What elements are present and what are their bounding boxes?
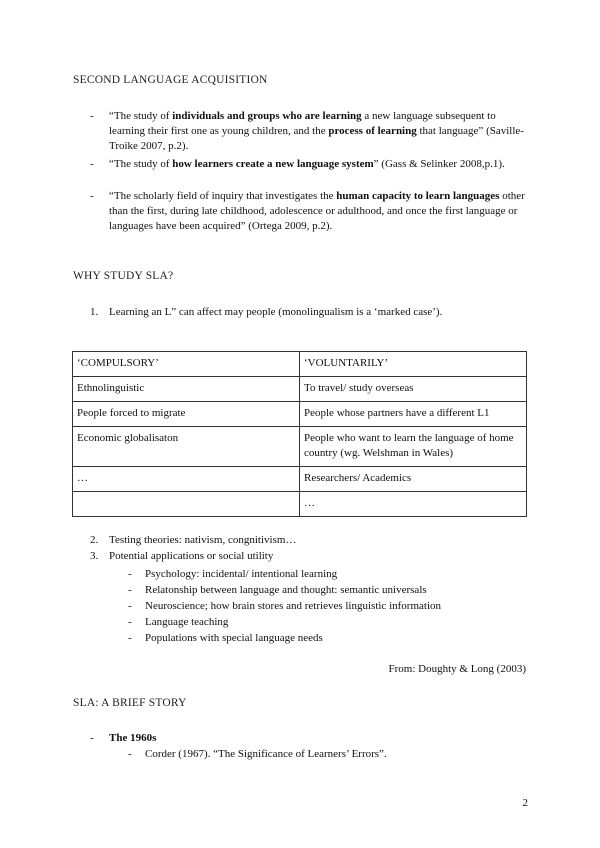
text-run: “The study of bbox=[109, 158, 173, 170]
definition-text bbox=[109, 157, 530, 172]
source-citation: From: Doughty & Long (2003) bbox=[388, 663, 526, 675]
table-cell: Ethnolinguistic bbox=[73, 377, 300, 402]
table-cell: Economic globalisaton bbox=[73, 427, 300, 467]
item-number: 3. bbox=[90, 550, 99, 562]
table-header-cell: ‘COMPULSORY’ bbox=[73, 352, 300, 377]
item-text: Learning an L” can affect may people (monolingualism is a ‘marked case’). bbox=[109, 306, 443, 318]
table-cell bbox=[73, 492, 300, 517]
bullet-dash: - bbox=[90, 190, 94, 202]
bullet-dash: - bbox=[128, 632, 132, 644]
table-row bbox=[73, 427, 527, 467]
definition-text bbox=[109, 189, 530, 234]
table-cell: People forced to migrate bbox=[73, 402, 300, 427]
sub-item-text: Language teaching bbox=[145, 616, 229, 628]
bullet-dash: - bbox=[128, 616, 132, 628]
table-row bbox=[73, 492, 527, 517]
sub-list-item bbox=[128, 747, 528, 762]
sub-item-text: Populations with special language needs bbox=[145, 632, 323, 644]
item-text: Potential applications or social utility bbox=[109, 550, 274, 562]
sub-list-item bbox=[128, 615, 528, 630]
bullet-dash: - bbox=[128, 600, 132, 612]
item-number: 2. bbox=[90, 534, 99, 546]
sub-list-item bbox=[128, 583, 528, 598]
bullet-dash: - bbox=[128, 584, 132, 596]
item-number: 1. bbox=[90, 306, 99, 318]
text-run: a new language subsequent to learning their first one as young children, and the bbox=[109, 110, 496, 137]
sub-item-text: Psychology: incidental/ intentional learning bbox=[145, 568, 338, 580]
sub-item-text: Relatonship between language and thought: semantic universals bbox=[145, 584, 427, 596]
story-item-label: The 1960s bbox=[109, 732, 157, 744]
page-number: 2 bbox=[522, 797, 528, 809]
table-header-cell: ‘VOLUNTARILY’ bbox=[300, 352, 527, 377]
sub-list-item bbox=[128, 567, 528, 582]
sub-list-item bbox=[128, 599, 528, 614]
table-cell: Researchers/ Academics bbox=[300, 467, 527, 492]
sub-item-text: Neuroscience; how brain stores and retrieves linguistic information bbox=[145, 600, 441, 612]
table-cell: People whose partners have a different L1 bbox=[300, 402, 527, 427]
numbered-item bbox=[90, 549, 530, 564]
table-header-row bbox=[73, 352, 527, 377]
numbered-item bbox=[90, 305, 530, 320]
sub-list-item bbox=[128, 631, 528, 646]
section-heading-story: SLA: A BRIEF STORY bbox=[73, 697, 187, 709]
learner-types-table bbox=[72, 351, 527, 517]
table-row bbox=[73, 377, 527, 402]
bold-run: how learners create a new language system bbox=[172, 158, 374, 170]
definition-text bbox=[109, 109, 530, 154]
table-cell: To travel/ study overseas bbox=[300, 377, 527, 402]
text-run: that language” (Saville-Troike 2007, p.2). bbox=[109, 125, 524, 152]
bullet-dash: - bbox=[90, 110, 94, 122]
table-cell: People who want to learn the language of home country (wg. Welshman in Wales) bbox=[300, 427, 527, 467]
numbered-item bbox=[90, 533, 530, 548]
bold-run: human capacity to learn languages bbox=[336, 190, 500, 202]
bold-run: process of learning bbox=[328, 125, 417, 137]
story-item bbox=[90, 731, 530, 746]
item-text: Testing theories: nativism, congnitivism… bbox=[109, 534, 297, 546]
definition-item bbox=[90, 189, 530, 234]
definition-item bbox=[90, 157, 530, 172]
section-heading-sla: SECOND LANGUAGE ACQUISITION bbox=[73, 74, 268, 86]
table-cell: … bbox=[73, 467, 300, 492]
text-run: “The scholarly field of inquiry that investigates the bbox=[109, 190, 337, 202]
sub-item-text: Corder (1967). “The Significance of Learners’ Errors”. bbox=[145, 748, 387, 760]
section-heading-why: WHY STUDY SLA? bbox=[73, 270, 174, 282]
bullet-dash: - bbox=[128, 748, 132, 760]
text-run: ” (Gass & Selinker 2008,p.1). bbox=[373, 158, 505, 170]
text-run: “The study of bbox=[109, 110, 173, 122]
bullet-dash: - bbox=[128, 568, 132, 580]
text-run: other than the first, during late childhood, adolescence or adulthood, and once the first language or languages have been acquired” (Ortega 2009, p.2). bbox=[109, 190, 525, 232]
table-row bbox=[73, 467, 527, 492]
table-cell: … bbox=[300, 492, 527, 517]
bold-run: individuals and groups who are learning bbox=[172, 110, 362, 122]
bullet-dash: - bbox=[90, 732, 94, 744]
bullet-dash: - bbox=[90, 158, 94, 170]
definition-item bbox=[90, 109, 530, 154]
table-row bbox=[73, 402, 527, 427]
